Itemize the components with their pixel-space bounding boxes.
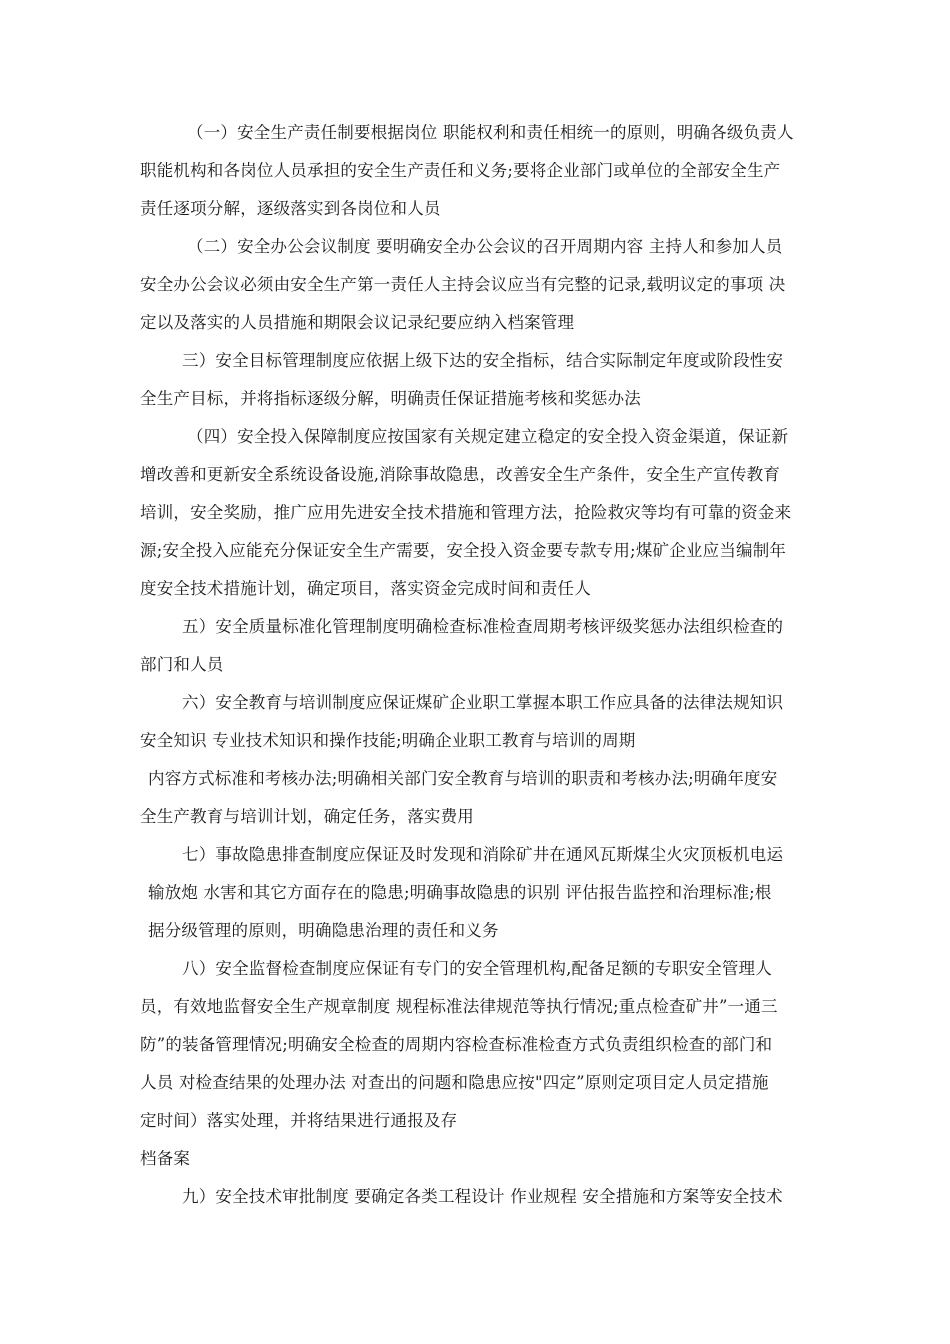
text-line: 九）安全技术审批制度 要确定各类工程设计 作业规程 安全措施和方案等安全技术 (182, 1187, 783, 1206)
text-line: 人员 对检查结果的处理办法 对查出的问题和隐患应按"四定”原则定项目定人员定措施 (140, 1073, 769, 1092)
text-line: 定以及落实的人员措施和期限会议记录纪要应纳入档案管理 (140, 313, 575, 332)
text-line: 全生产教育与培训计划，确定任务，落实费用 (140, 807, 474, 826)
text-line: 源;安全投入应能充分保证安全生产需要，安全投入资金要专款专用;煤矿企业应当编制年 (140, 541, 787, 560)
text-line: 度安全技术措施计划，确定项目，落实资金完成时间和责任人 (140, 579, 591, 598)
text-line: 七）事故隐患排查制度应保证及时发现和消除矿井在通风瓦斯煤尘火灾顶板机电运 (182, 845, 784, 864)
text-line: 安全办公会议必须由安全生产第一责任人主持会议应当有完整的记录,载明议定的事项 决 (140, 275, 786, 294)
text-line: 部门和人员 (140, 655, 224, 674)
text-line: 输放炮 水害和其它方面存在的隐患;明确事故隐患的识别 评估报告监控和治理标准;根 (148, 883, 772, 902)
text-line: 全生产目标，并将指标逐级分解，明确责任保证措施考核和奖惩办法 (140, 389, 641, 408)
text-line: 三）安全目标管理制度应依据上级下达的安全指标，结合实际制定年度或阶段性安 (182, 351, 784, 370)
text-line: 责任逐项分解，逐级落实到各岗位和人员 (140, 199, 441, 218)
text-line: （一）安全生产责任制要根据岗位 职能权利和责任相统一的原则，明确各级负责人 (187, 123, 794, 142)
text-line: 防”的装备管理情况;明确安全检查的周期内容检查标准检查方式负责组织检查的部门和 (140, 1035, 773, 1054)
text-line: 定时间）落实处理，并将结果进行通报及存 (140, 1111, 458, 1130)
text-line: 内容方式标准和考核办法;明确相关部门安全教育与培训的职责和考核办法;明确年度安 (148, 769, 778, 788)
text-line: 员，有效地监督安全生产规章制度 规程标准法律规范等执行情况;重点检查矿井”一通三 (140, 997, 778, 1016)
text-line: （四）安全投入保障制度应按国家有关规定建立稳定的安全投入资金渠道，保证新 (187, 427, 789, 446)
text-line: 档备案 (140, 1149, 191, 1168)
text-line: 据分级管理的原则，明确隐患治理的责任和义务 (148, 921, 499, 940)
text-line: 安全知识 专业技术知识和操作技能;明确企业职工教育与培训的周期 (140, 731, 636, 750)
text-line: 增改善和更新安全系统设备设施,消除事故隐患，改善安全生产条件，安全生产宣传教育 (140, 465, 781, 484)
text-line: 培训，安全奖励，推广应用先进安全技术措施和管理方法，抢险救灾等均有可靠的资金来 (140, 503, 792, 522)
text-line: 五）安全质量标准化管理制度明确检查标准检查周期考核评级奖惩办法组织检查的 (182, 617, 784, 636)
text-line: （二）安全办公会议制度 要明确安全办公会议的召开周期内容 主持人和参加人员 (187, 237, 783, 256)
text-line: 八）安全监督检查制度应保证有专门的安全管理机构,配备足额的专职安全管理人 (182, 959, 772, 978)
text-line: 职能机构和各岗位人员承担的安全生产责任和义务;要将企业部门或单位的全部安全生产 (140, 161, 781, 180)
text-line: 六）安全教育与培训制度应保证煤矿企业职工掌握本职工作应具备的法律法规知识 (182, 693, 784, 712)
